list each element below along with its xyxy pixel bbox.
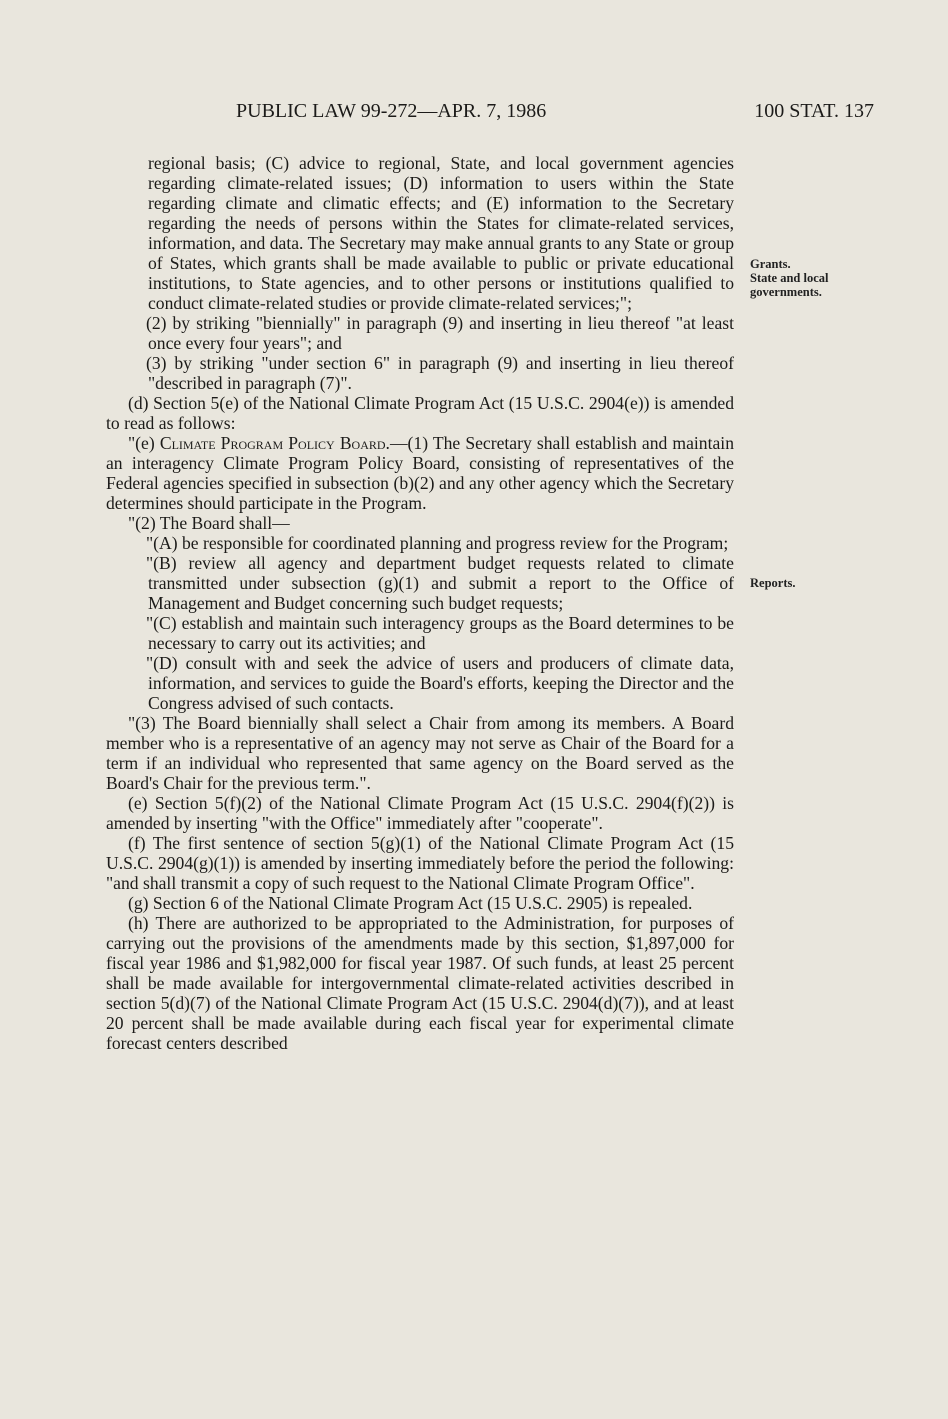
margin-note-grants bbox=[750, 257, 828, 299]
paragraph-c-interagency-groups: "(C) establish and maintain such interagency groups as the Board determines to be necessary to carry out its activities; and bbox=[146, 613, 734, 653]
body-text bbox=[106, 153, 734, 1053]
paragraph-board-shall: "(2) The Board shall— bbox=[128, 513, 290, 533]
paragraph-a-coordinated-planning: "(A) be responsible for coordinated planning and progress review for the Program; bbox=[146, 533, 729, 553]
margin-note-grants-label: Grants. bbox=[750, 257, 791, 271]
policy-board-text: —(1) The Secretary shall establish and maintain an interagency Climate Program Policy Board, consisting of representatives of the Federal agencies specified in subsection (b)(2) and any other agency which the Secretary determines should participate in the Program. bbox=[106, 433, 734, 513]
paragraph-b-budget-review: "(B) review all agency and department budget requests related to climate transmitted under subsection (g)(1) and submit a report to the Office of Management and Budget concerning such budget requests; bbox=[146, 553, 734, 613]
page-header bbox=[236, 100, 874, 130]
paragraph-f-section-5g1: (f) The first sentence of section 5(g)(1) of the National Climate Program Act (15 U.S.C. 2904(g)(1)) is amended by inserting immediately before the period the following: "and shall transmit a copy of such request to the National Climate Program Office". bbox=[106, 833, 734, 893]
paragraph-2-biennially: (2) by striking "biennially" in paragraph (9) and inserting in lieu thereof "at least once every four years"; and bbox=[146, 313, 734, 353]
statute-page-number: 100 STAT. 137 bbox=[754, 100, 874, 122]
margin-note-state-local-label: State and local bbox=[750, 271, 829, 285]
paragraph-d-consult-users: "(D) consult with and seek the advice of users and producers of climate data, information, and services to guide the Board's efforts, keeping the Director and the Congress advised of such contacts. bbox=[146, 653, 734, 713]
policy-board-heading: Climate Program Policy Board. bbox=[159, 433, 390, 453]
paragraph-e-section-5f2: (e) Section 5(f)(2) of the National Climate Program Act (15 U.S.C. 2904(f)(2)) is amended by inserting "with the Office" immediately after "cooperate". bbox=[106, 793, 734, 833]
paragraph-h-appropriations: (h) There are authorized to be appropriated to the Administration, for purposes of carrying out the provisions of the amendments made by this section, $1,897,000 for fiscal year 1986 and $1,982,000 for fiscal year 1987. Of such funds, at least 25 percent shall be made available for intergovernmental climate-related activities described in section 5(d)(7) of the National Climate Program Act (15 U.S.C. 2904(d)(7)), and at least 20 percent shall be made available during each fiscal year for experimental climate forecast centers described bbox=[106, 913, 734, 1053]
paragraph-3-select-chair: "(3) The Board biennially shall select a Chair from among its members. A Board member who is a representative of an agency may not serve as Chair of the Board for a term if an individual who represented that same agency on the Board served as the Board's Chair for the previous term.". bbox=[106, 713, 734, 793]
paragraph-3-section-6: (3) by striking "under section 6" in paragraph (9) and inserting in lieu thereof "described in paragraph (7)". bbox=[146, 353, 734, 393]
paragraph-e-policy-board bbox=[106, 433, 734, 513]
paragraph-g-section-6-repealed: (g) Section 6 of the National Climate Program Act (15 U.S.C. 2905) is repealed. bbox=[128, 893, 693, 913]
paragraph-regional-basis: regional basis; (C) advice to regional, State, and local government agencies regarding climate-related issues; (D) information to users within the State regarding climate and climatic effects; and (E) information to the Secretary regarding the needs of persons within the States for climate-related services, information, and data. The Secretary may make annual grants to any State or group of States, which grants shall be made available to public or private educational institutions, to State agencies, and to other persons or institutions qualified to conduct climate-related studies or provide climate-related services;"; bbox=[148, 153, 734, 313]
margin-note-governments-label: governments. bbox=[750, 285, 822, 299]
public-law-citation: PUBLIC LAW 99-272—APR. 7, 1986 bbox=[236, 100, 547, 122]
margin-note-reports bbox=[750, 576, 795, 590]
margin-note-reports-label: Reports. bbox=[750, 576, 796, 590]
subsection-e-prefix: "(e) bbox=[128, 433, 160, 453]
paragraph-d-section-5e: (d) Section 5(e) of the National Climate Program Act (15 U.S.C. 2904(e)) is amended to read as follows: bbox=[106, 393, 734, 433]
